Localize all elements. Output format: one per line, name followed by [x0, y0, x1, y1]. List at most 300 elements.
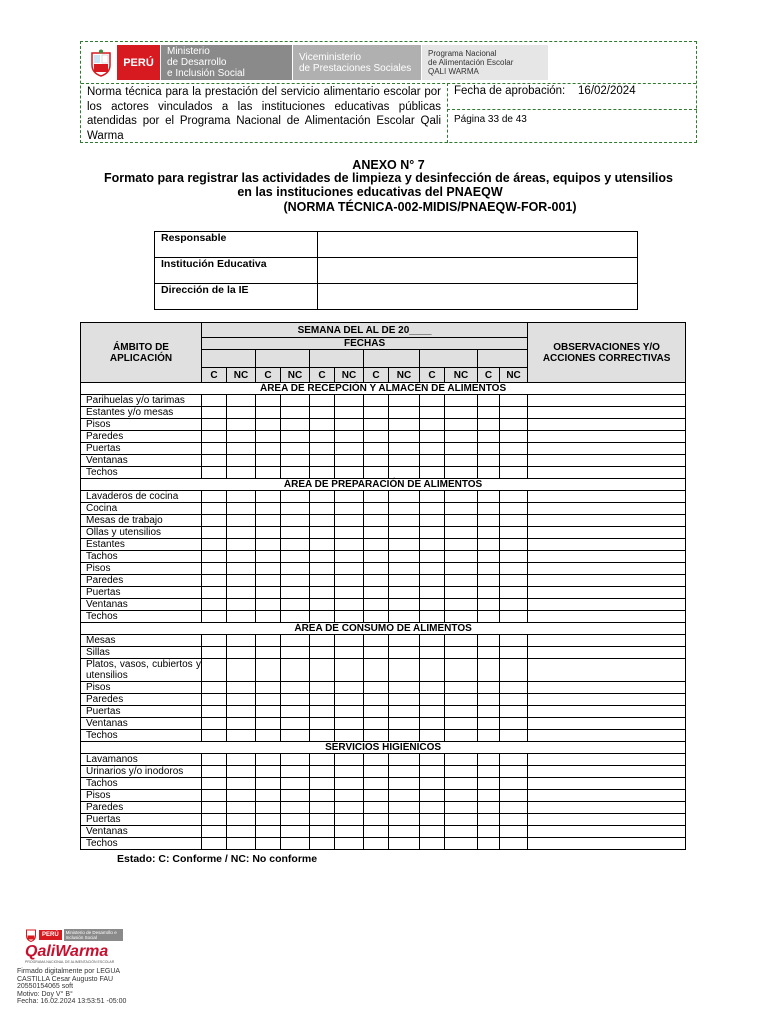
check-cell[interactable] [500, 503, 528, 515]
check-cell[interactable] [310, 563, 335, 575]
observation-cell[interactable] [528, 587, 686, 599]
check-cell[interactable] [256, 431, 281, 443]
check-cell[interactable] [335, 515, 364, 527]
check-cell[interactable] [202, 694, 227, 706]
check-cell[interactable] [227, 503, 256, 515]
check-cell[interactable] [310, 431, 335, 443]
observation-cell[interactable] [528, 599, 686, 611]
observation-cell[interactable] [528, 575, 686, 587]
check-cell[interactable] [335, 563, 364, 575]
check-cell[interactable] [364, 563, 389, 575]
check-cell[interactable] [364, 551, 389, 563]
check-cell[interactable] [335, 766, 364, 778]
check-cell[interactable] [281, 730, 310, 742]
check-cell[interactable] [281, 563, 310, 575]
check-cell[interactable] [445, 587, 478, 599]
check-cell[interactable] [364, 395, 389, 407]
check-cell[interactable] [500, 395, 528, 407]
check-cell[interactable] [420, 635, 445, 647]
check-cell[interactable] [364, 491, 389, 503]
observation-cell[interactable] [528, 563, 686, 575]
check-cell[interactable] [500, 754, 528, 766]
check-cell[interactable] [256, 539, 281, 551]
check-cell[interactable] [310, 778, 335, 790]
check-cell[interactable] [500, 838, 528, 850]
check-cell[interactable] [364, 455, 389, 467]
check-cell[interactable] [335, 730, 364, 742]
check-cell[interactable] [256, 587, 281, 599]
observation-cell[interactable] [528, 635, 686, 647]
check-cell[interactable] [310, 754, 335, 766]
check-cell[interactable] [310, 491, 335, 503]
check-cell[interactable] [389, 467, 420, 479]
check-cell[interactable] [445, 443, 478, 455]
check-cell[interactable] [364, 706, 389, 718]
check-cell[interactable] [202, 443, 227, 455]
check-cell[interactable] [202, 563, 227, 575]
check-cell[interactable] [500, 539, 528, 551]
check-cell[interactable] [227, 647, 256, 659]
check-cell[interactable] [227, 838, 256, 850]
check-cell[interactable] [478, 503, 500, 515]
observation-cell[interactable] [528, 539, 686, 551]
check-cell[interactable] [335, 659, 364, 682]
check-cell[interactable] [202, 766, 227, 778]
check-cell[interactable] [445, 826, 478, 838]
check-cell[interactable] [202, 575, 227, 587]
observation-cell[interactable] [528, 407, 686, 419]
check-cell[interactable] [281, 575, 310, 587]
check-cell[interactable] [364, 503, 389, 515]
check-cell[interactable] [445, 682, 478, 694]
check-cell[interactable] [281, 826, 310, 838]
check-cell[interactable] [445, 802, 478, 814]
check-cell[interactable] [335, 455, 364, 467]
observation-cell[interactable] [528, 455, 686, 467]
check-cell[interactable] [500, 551, 528, 563]
check-cell[interactable] [227, 431, 256, 443]
check-cell[interactable] [310, 527, 335, 539]
check-cell[interactable] [364, 778, 389, 790]
check-cell[interactable] [256, 694, 281, 706]
check-cell[interactable] [310, 467, 335, 479]
check-cell[interactable] [227, 694, 256, 706]
check-cell[interactable] [335, 647, 364, 659]
check-cell[interactable] [256, 814, 281, 826]
check-cell[interactable] [310, 455, 335, 467]
check-cell[interactable] [445, 419, 478, 431]
check-cell[interactable] [310, 635, 335, 647]
check-cell[interactable] [202, 682, 227, 694]
check-cell[interactable] [281, 527, 310, 539]
check-cell[interactable] [420, 694, 445, 706]
check-cell[interactable] [202, 599, 227, 611]
check-cell[interactable] [227, 551, 256, 563]
check-cell[interactable] [389, 527, 420, 539]
check-cell[interactable] [281, 718, 310, 730]
check-cell[interactable] [227, 778, 256, 790]
check-cell[interactable] [227, 575, 256, 587]
check-cell[interactable] [500, 491, 528, 503]
check-cell[interactable] [478, 718, 500, 730]
check-cell[interactable] [445, 730, 478, 742]
check-cell[interactable] [420, 551, 445, 563]
check-cell[interactable] [478, 647, 500, 659]
date-cell[interactable] [256, 350, 310, 368]
check-cell[interactable] [335, 826, 364, 838]
check-cell[interactable] [310, 395, 335, 407]
check-cell[interactable] [389, 718, 420, 730]
check-cell[interactable] [364, 814, 389, 826]
check-cell[interactable] [478, 682, 500, 694]
check-cell[interactable] [335, 587, 364, 599]
observation-cell[interactable] [528, 838, 686, 850]
check-cell[interactable] [445, 431, 478, 443]
check-cell[interactable] [478, 467, 500, 479]
check-cell[interactable] [335, 419, 364, 431]
check-cell[interactable] [364, 682, 389, 694]
observation-cell[interactable] [528, 551, 686, 563]
check-cell[interactable] [445, 611, 478, 623]
check-cell[interactable] [256, 551, 281, 563]
check-cell[interactable] [310, 587, 335, 599]
check-cell[interactable] [256, 802, 281, 814]
check-cell[interactable] [281, 635, 310, 647]
observation-cell[interactable] [528, 754, 686, 766]
check-cell[interactable] [202, 395, 227, 407]
check-cell[interactable] [445, 563, 478, 575]
observation-cell[interactable] [528, 515, 686, 527]
check-cell[interactable] [202, 778, 227, 790]
check-cell[interactable] [227, 754, 256, 766]
check-cell[interactable] [310, 802, 335, 814]
check-cell[interactable] [281, 814, 310, 826]
check-cell[interactable] [389, 419, 420, 431]
check-cell[interactable] [281, 503, 310, 515]
check-cell[interactable] [335, 395, 364, 407]
check-cell[interactable] [227, 539, 256, 551]
check-cell[interactable] [478, 443, 500, 455]
check-cell[interactable] [364, 826, 389, 838]
check-cell[interactable] [335, 635, 364, 647]
check-cell[interactable] [500, 455, 528, 467]
check-cell[interactable] [227, 527, 256, 539]
check-cell[interactable] [445, 718, 478, 730]
check-cell[interactable] [500, 575, 528, 587]
check-cell[interactable] [227, 718, 256, 730]
observation-cell[interactable] [528, 467, 686, 479]
check-cell[interactable] [445, 694, 478, 706]
check-cell[interactable] [364, 539, 389, 551]
check-cell[interactable] [281, 431, 310, 443]
check-cell[interactable] [202, 455, 227, 467]
check-cell[interactable] [445, 551, 478, 563]
check-cell[interactable] [202, 431, 227, 443]
check-cell[interactable] [500, 431, 528, 443]
date-cell[interactable] [420, 350, 478, 368]
check-cell[interactable] [281, 419, 310, 431]
check-cell[interactable] [281, 491, 310, 503]
check-cell[interactable] [445, 778, 478, 790]
check-cell[interactable] [389, 814, 420, 826]
check-cell[interactable] [256, 515, 281, 527]
check-cell[interactable] [310, 551, 335, 563]
check-cell[interactable] [256, 838, 281, 850]
check-cell[interactable] [364, 802, 389, 814]
check-cell[interactable] [420, 802, 445, 814]
check-cell[interactable] [310, 682, 335, 694]
check-cell[interactable] [420, 754, 445, 766]
check-cell[interactable] [478, 802, 500, 814]
check-cell[interactable] [364, 527, 389, 539]
check-cell[interactable] [445, 706, 478, 718]
check-cell[interactable] [227, 659, 256, 682]
check-cell[interactable] [256, 527, 281, 539]
check-cell[interactable] [478, 395, 500, 407]
date-cell[interactable] [202, 350, 256, 368]
check-cell[interactable] [335, 443, 364, 455]
check-cell[interactable] [364, 730, 389, 742]
check-cell[interactable] [310, 718, 335, 730]
check-cell[interactable] [310, 419, 335, 431]
check-cell[interactable] [281, 539, 310, 551]
check-cell[interactable] [227, 802, 256, 814]
check-cell[interactable] [389, 611, 420, 623]
check-cell[interactable] [500, 694, 528, 706]
observation-cell[interactable] [528, 682, 686, 694]
check-cell[interactable] [478, 563, 500, 575]
check-cell[interactable] [364, 718, 389, 730]
observation-cell[interactable] [528, 706, 686, 718]
check-cell[interactable] [256, 575, 281, 587]
check-cell[interactable] [420, 515, 445, 527]
check-cell[interactable] [227, 515, 256, 527]
check-cell[interactable] [389, 407, 420, 419]
observation-cell[interactable] [528, 659, 686, 682]
check-cell[interactable] [364, 515, 389, 527]
check-cell[interactable] [335, 599, 364, 611]
check-cell[interactable] [202, 515, 227, 527]
check-cell[interactable] [478, 491, 500, 503]
check-cell[interactable] [389, 563, 420, 575]
check-cell[interactable] [420, 766, 445, 778]
check-cell[interactable] [256, 419, 281, 431]
check-cell[interactable] [364, 611, 389, 623]
check-cell[interactable] [281, 778, 310, 790]
check-cell[interactable] [478, 706, 500, 718]
check-cell[interactable] [364, 694, 389, 706]
check-cell[interactable] [364, 443, 389, 455]
check-cell[interactable] [364, 754, 389, 766]
check-cell[interactable] [389, 551, 420, 563]
check-cell[interactable] [256, 635, 281, 647]
check-cell[interactable] [281, 766, 310, 778]
date-cell[interactable] [364, 350, 420, 368]
check-cell[interactable] [478, 838, 500, 850]
institucion-field[interactable] [318, 258, 638, 284]
check-cell[interactable] [445, 599, 478, 611]
check-cell[interactable] [500, 635, 528, 647]
observation-cell[interactable] [528, 491, 686, 503]
check-cell[interactable] [364, 587, 389, 599]
date-cell[interactable] [310, 350, 364, 368]
check-cell[interactable] [335, 838, 364, 850]
check-cell[interactable] [420, 443, 445, 455]
check-cell[interactable] [227, 682, 256, 694]
check-cell[interactable] [202, 539, 227, 551]
check-cell[interactable] [445, 503, 478, 515]
check-cell[interactable] [420, 575, 445, 587]
check-cell[interactable] [389, 766, 420, 778]
check-cell[interactable] [478, 587, 500, 599]
check-cell[interactable] [445, 575, 478, 587]
check-cell[interactable] [310, 575, 335, 587]
check-cell[interactable] [389, 802, 420, 814]
check-cell[interactable] [478, 419, 500, 431]
check-cell[interactable] [335, 539, 364, 551]
check-cell[interactable] [256, 790, 281, 802]
check-cell[interactable] [445, 527, 478, 539]
check-cell[interactable] [256, 826, 281, 838]
check-cell[interactable] [227, 814, 256, 826]
check-cell[interactable] [335, 814, 364, 826]
check-cell[interactable] [202, 659, 227, 682]
check-cell[interactable] [335, 431, 364, 443]
check-cell[interactable] [445, 647, 478, 659]
check-cell[interactable] [310, 503, 335, 515]
check-cell[interactable] [310, 730, 335, 742]
check-cell[interactable] [335, 718, 364, 730]
check-cell[interactable] [256, 611, 281, 623]
observation-cell[interactable] [528, 443, 686, 455]
check-cell[interactable] [202, 527, 227, 539]
check-cell[interactable] [227, 407, 256, 419]
check-cell[interactable] [335, 754, 364, 766]
check-cell[interactable] [202, 754, 227, 766]
check-cell[interactable] [389, 659, 420, 682]
check-cell[interactable] [310, 706, 335, 718]
check-cell[interactable] [281, 754, 310, 766]
check-cell[interactable] [389, 599, 420, 611]
check-cell[interactable] [310, 766, 335, 778]
check-cell[interactable] [202, 790, 227, 802]
check-cell[interactable] [389, 826, 420, 838]
check-cell[interactable] [500, 443, 528, 455]
check-cell[interactable] [281, 802, 310, 814]
check-cell[interactable] [256, 718, 281, 730]
observation-cell[interactable] [528, 611, 686, 623]
check-cell[interactable] [478, 431, 500, 443]
observation-cell[interactable] [528, 527, 686, 539]
check-cell[interactable] [389, 682, 420, 694]
check-cell[interactable] [420, 395, 445, 407]
check-cell[interactable] [500, 467, 528, 479]
check-cell[interactable] [256, 443, 281, 455]
check-cell[interactable] [420, 730, 445, 742]
observation-cell[interactable] [528, 778, 686, 790]
check-cell[interactable] [335, 575, 364, 587]
observation-cell[interactable] [528, 503, 686, 515]
check-cell[interactable] [500, 826, 528, 838]
check-cell[interactable] [445, 766, 478, 778]
check-cell[interactable] [445, 395, 478, 407]
check-cell[interactable] [281, 706, 310, 718]
observation-cell[interactable] [528, 826, 686, 838]
check-cell[interactable] [310, 539, 335, 551]
check-cell[interactable] [500, 718, 528, 730]
check-cell[interactable] [500, 599, 528, 611]
check-cell[interactable] [227, 599, 256, 611]
check-cell[interactable] [389, 539, 420, 551]
check-cell[interactable] [335, 407, 364, 419]
check-cell[interactable] [281, 407, 310, 419]
check-cell[interactable] [445, 790, 478, 802]
check-cell[interactable] [202, 718, 227, 730]
check-cell[interactable] [256, 766, 281, 778]
check-cell[interactable] [335, 778, 364, 790]
check-cell[interactable] [420, 790, 445, 802]
direccion-field[interactable] [318, 284, 638, 310]
check-cell[interactable] [281, 455, 310, 467]
check-cell[interactable] [389, 491, 420, 503]
check-cell[interactable] [500, 587, 528, 599]
check-cell[interactable] [281, 551, 310, 563]
check-cell[interactable] [227, 455, 256, 467]
check-cell[interactable] [202, 611, 227, 623]
check-cell[interactable] [420, 467, 445, 479]
check-cell[interactable] [389, 754, 420, 766]
check-cell[interactable] [420, 778, 445, 790]
observation-cell[interactable] [528, 647, 686, 659]
check-cell[interactable] [445, 754, 478, 766]
check-cell[interactable] [256, 599, 281, 611]
check-cell[interactable] [478, 599, 500, 611]
check-cell[interactable] [335, 694, 364, 706]
check-cell[interactable] [364, 838, 389, 850]
check-cell[interactable] [420, 407, 445, 419]
check-cell[interactable] [256, 455, 281, 467]
check-cell[interactable] [478, 611, 500, 623]
check-cell[interactable] [364, 790, 389, 802]
check-cell[interactable] [364, 647, 389, 659]
check-cell[interactable] [227, 730, 256, 742]
check-cell[interactable] [445, 814, 478, 826]
observation-cell[interactable] [528, 730, 686, 742]
check-cell[interactable] [256, 647, 281, 659]
check-cell[interactable] [256, 706, 281, 718]
check-cell[interactable] [202, 467, 227, 479]
check-cell[interactable] [256, 563, 281, 575]
check-cell[interactable] [420, 431, 445, 443]
responsable-field[interactable] [318, 232, 638, 258]
check-cell[interactable] [445, 515, 478, 527]
check-cell[interactable] [420, 419, 445, 431]
check-cell[interactable] [227, 443, 256, 455]
check-cell[interactable] [202, 826, 227, 838]
check-cell[interactable] [310, 790, 335, 802]
check-cell[interactable] [202, 802, 227, 814]
check-cell[interactable] [335, 706, 364, 718]
check-cell[interactable] [281, 467, 310, 479]
check-cell[interactable] [500, 814, 528, 826]
check-cell[interactable] [364, 407, 389, 419]
check-cell[interactable] [310, 599, 335, 611]
check-cell[interactable] [420, 503, 445, 515]
check-cell[interactable] [310, 647, 335, 659]
check-cell[interactable] [420, 682, 445, 694]
check-cell[interactable] [256, 503, 281, 515]
check-cell[interactable] [445, 455, 478, 467]
